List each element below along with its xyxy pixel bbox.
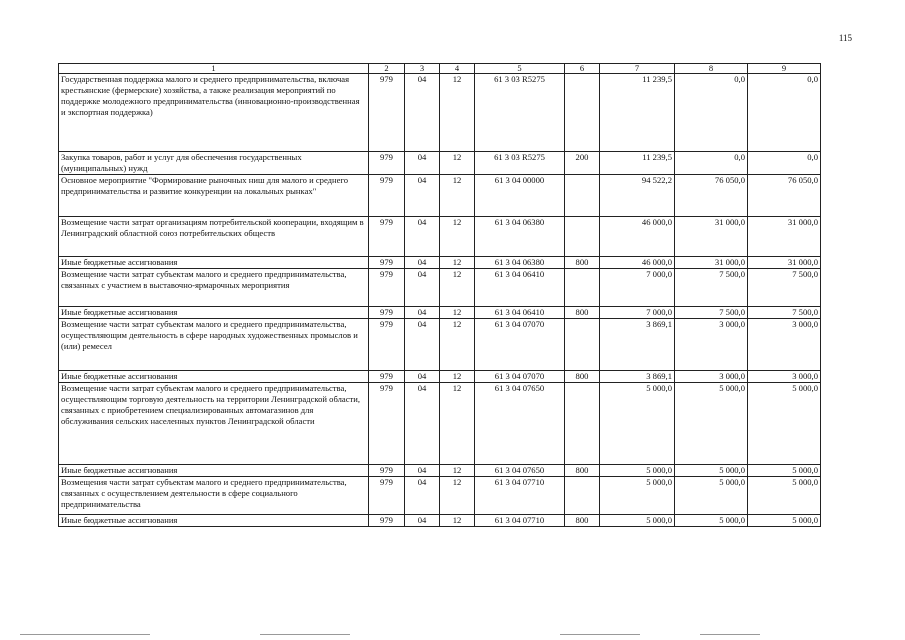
expense-type-code — [565, 269, 600, 307]
subsection-code: 12 — [440, 74, 475, 152]
amount-col9: 7 500,0 — [748, 269, 821, 307]
scan-edge-line — [560, 634, 640, 635]
expense-type-code — [565, 175, 600, 217]
item-name: Возмещение части затрат субъектам малого и среднего предпринимательства, связанных с участием в выставочно-ярмарочных мероприятия — [59, 269, 369, 307]
amount-col9: 3 000,0 — [748, 319, 821, 371]
target-article-code: 61 3 04 07650 — [475, 465, 565, 477]
amount-col7: 3 869,1 — [600, 319, 675, 371]
header-cell: 8 — [675, 64, 748, 74]
section-code: 04 — [405, 217, 440, 257]
ministry-code: 979 — [369, 319, 405, 371]
item-name: Основное мероприятие "Формирование рыночных ниш для малого и среднего предпринимательства и развитие конкуренции на локальных рынках" — [59, 175, 369, 217]
amount-col8: 31 000,0 — [675, 217, 748, 257]
expense-type-code — [565, 319, 600, 371]
subsection-code: 12 — [440, 217, 475, 257]
target-article-code: 61 3 04 00000 — [475, 175, 565, 217]
ministry-code: 979 — [369, 152, 405, 175]
amount-col8: 3 000,0 — [675, 371, 748, 383]
amount-col8: 0,0 — [675, 152, 748, 175]
amount-col9: 0,0 — [748, 152, 821, 175]
subsection-code: 12 — [440, 257, 475, 269]
table-row — [59, 257, 821, 269]
expense-type-code — [565, 74, 600, 152]
target-article-code: 61 3 04 06410 — [475, 269, 565, 307]
header-cell: 6 — [565, 64, 600, 74]
table-row — [59, 477, 821, 515]
ministry-code: 979 — [369, 217, 405, 257]
header-cell: 1 — [59, 64, 369, 74]
item-name: Иные бюджетные ассигнования — [59, 307, 369, 319]
target-article-code: 61 3 04 07650 — [475, 383, 565, 465]
section-code: 04 — [405, 371, 440, 383]
subsection-code: 12 — [440, 371, 475, 383]
table-row — [59, 152, 821, 175]
table-row — [59, 175, 821, 217]
page-number: 115 — [838, 33, 852, 43]
target-article-code: 61 3 04 06380 — [475, 257, 565, 269]
amount-col7: 46 000,0 — [600, 217, 675, 257]
amount-col7: 46 000,0 — [600, 257, 675, 269]
target-article-code: 61 3 03 R5275 — [475, 152, 565, 175]
table-row — [59, 465, 821, 477]
header-row — [59, 64, 821, 74]
item-name: Возмещение части затрат организациям потребительской кооперации, входящим в Ленинградский областной союз потребительских обществ — [59, 217, 369, 257]
amount-col9: 5 000,0 — [748, 465, 821, 477]
ministry-code: 979 — [369, 175, 405, 217]
section-code: 04 — [405, 319, 440, 371]
amount-col7: 3 869,1 — [600, 371, 675, 383]
section-code: 04 — [405, 307, 440, 319]
ministry-code: 979 — [369, 515, 405, 527]
amount-col9: 0,0 — [748, 74, 821, 152]
amount-col8: 3 000,0 — [675, 319, 748, 371]
ministry-code: 979 — [369, 465, 405, 477]
table-row — [59, 371, 821, 383]
amount-col7: 5 000,0 — [600, 383, 675, 465]
header-cell: 4 — [440, 64, 475, 74]
expense-type-code: 200 — [565, 152, 600, 175]
expense-type-code: 800 — [565, 257, 600, 269]
budget-table — [58, 63, 821, 527]
amount-col7: 7 000,0 — [600, 307, 675, 319]
amount-col8: 5 000,0 — [675, 515, 748, 527]
table-row — [59, 217, 821, 257]
subsection-code: 12 — [440, 465, 475, 477]
amount-col8: 5 000,0 — [675, 383, 748, 465]
subsection-code: 12 — [440, 175, 475, 217]
subsection-code: 12 — [440, 515, 475, 527]
table-row — [59, 515, 821, 527]
expense-type-code: 800 — [565, 371, 600, 383]
amount-col9: 76 050,0 — [748, 175, 821, 217]
amount-col7: 5 000,0 — [600, 465, 675, 477]
ministry-code: 979 — [369, 371, 405, 383]
table-row — [59, 383, 821, 465]
ministry-code: 979 — [369, 383, 405, 465]
target-article-code: 61 3 04 06410 — [475, 307, 565, 319]
expense-type-code: 800 — [565, 465, 600, 477]
amount-col8: 0,0 — [675, 74, 748, 152]
target-article-code: 61 3 03 R5275 — [475, 74, 565, 152]
subsection-code: 12 — [440, 269, 475, 307]
amount-col9: 3 000,0 — [748, 371, 821, 383]
table-row — [59, 74, 821, 152]
section-code: 04 — [405, 269, 440, 307]
ministry-code: 979 — [369, 74, 405, 152]
ministry-code: 979 — [369, 269, 405, 307]
item-name: Иные бюджетные ассигнования — [59, 465, 369, 477]
amount-col8: 7 500,0 — [675, 269, 748, 307]
expense-type-code: 800 — [565, 307, 600, 319]
header-cell: 5 — [475, 64, 565, 74]
expense-type-code: 800 — [565, 515, 600, 527]
header-cell: 9 — [748, 64, 821, 74]
ministry-code: 979 — [369, 257, 405, 269]
subsection-code: 12 — [440, 477, 475, 515]
section-code: 04 — [405, 257, 440, 269]
table-row — [59, 307, 821, 319]
amount-col8: 5 000,0 — [675, 465, 748, 477]
item-name: Возмещение части затрат субъектам малого и среднего предпринимательства, осуществляющим торговую деятельность на территории Ленинградской области, связанных с приобретением специализированных автомагазинов для обслуживания сельских населенных пунктов Ленинградской области — [59, 383, 369, 465]
amount-col9: 5 000,0 — [748, 383, 821, 465]
amount-col7: 94 522,2 — [600, 175, 675, 217]
amount-col7: 5 000,0 — [600, 477, 675, 515]
section-code: 04 — [405, 74, 440, 152]
section-code: 04 — [405, 175, 440, 217]
target-article-code: 61 3 04 07070 — [475, 319, 565, 371]
section-code: 04 — [405, 383, 440, 465]
table-row — [59, 319, 821, 371]
item-name: Государственная поддержка малого и среднего предпринимательства, включая крестьянские (фермерские) хозяйства, а также реализация мероприятий по поддержке молодежного предпринимательства (инновационно-производственная и экспортная поддержка) — [59, 74, 369, 152]
ministry-code: 979 — [369, 477, 405, 515]
amount-col8: 31 000,0 — [675, 257, 748, 269]
section-code: 04 — [405, 152, 440, 175]
item-name: Закупка товаров, работ и услуг для обеспечения государственных (муниципальных) нужд — [59, 152, 369, 175]
expense-type-code — [565, 383, 600, 465]
section-code: 04 — [405, 515, 440, 527]
header-cell: 2 — [369, 64, 405, 74]
expense-type-code — [565, 477, 600, 515]
amount-col8: 76 050,0 — [675, 175, 748, 217]
amount-col7: 11 239,5 — [600, 74, 675, 152]
section-code: 04 — [405, 465, 440, 477]
subsection-code: 12 — [440, 383, 475, 465]
subsection-code: 12 — [440, 319, 475, 371]
item-name: Возмещение части затрат субъектам малого и среднего предпринимательства, осуществляющим деятельность в сфере народных художественных промыслов и (или) ремесел — [59, 319, 369, 371]
target-article-code: 61 3 04 07710 — [475, 477, 565, 515]
amount-col7: 7 000,0 — [600, 269, 675, 307]
amount-col8: 5 000,0 — [675, 477, 748, 515]
target-article-code: 61 3 04 06380 — [475, 217, 565, 257]
header-cell: 3 — [405, 64, 440, 74]
amount-col9: 31 000,0 — [748, 217, 821, 257]
amount-col9: 31 000,0 — [748, 257, 821, 269]
item-name: Иные бюджетные ассигнования — [59, 371, 369, 383]
target-article-code: 61 3 04 07710 — [475, 515, 565, 527]
section-code: 04 — [405, 477, 440, 515]
ministry-code: 979 — [369, 307, 405, 319]
amount-col8: 7 500,0 — [675, 307, 748, 319]
amount-col9: 5 000,0 — [748, 515, 821, 527]
amount-col9: 7 500,0 — [748, 307, 821, 319]
scan-edge-line — [700, 634, 760, 635]
item-name: Возмещения части затрат субъектам малого и среднего предпринимательства, связанных с осуществлением деятельности в сфере социального предпринимательства — [59, 477, 369, 515]
item-name: Иные бюджетные ассигнования — [59, 515, 369, 527]
header-cell: 7 — [600, 64, 675, 74]
amount-col7: 11 239,5 — [600, 152, 675, 175]
amount-col7: 5 000,0 — [600, 515, 675, 527]
table-row — [59, 269, 821, 307]
target-article-code: 61 3 04 07070 — [475, 371, 565, 383]
scan-edge-line — [20, 634, 150, 635]
scan-edge-line — [260, 634, 350, 635]
amount-col9: 5 000,0 — [748, 477, 821, 515]
expense-type-code — [565, 217, 600, 257]
subsection-code: 12 — [440, 307, 475, 319]
item-name: Иные бюджетные ассигнования — [59, 257, 369, 269]
subsection-code: 12 — [440, 152, 475, 175]
